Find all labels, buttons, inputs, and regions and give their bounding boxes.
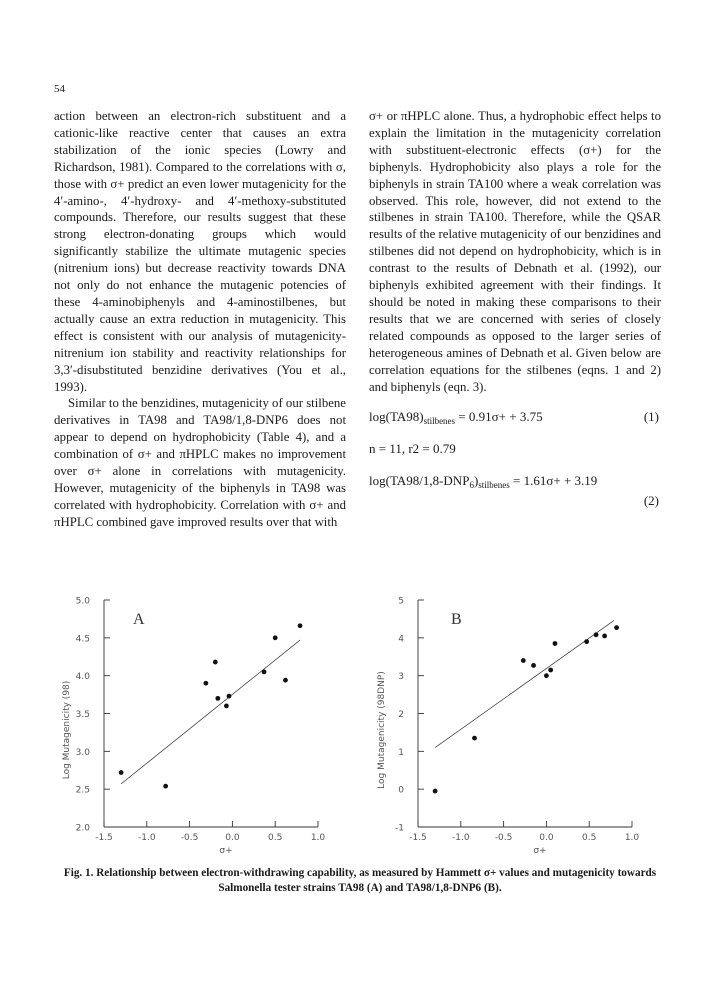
eq1-subscript: stilbenes (423, 416, 456, 427)
chart-a-xlabel: σ+ (219, 846, 233, 856)
caption-line-1: Fig. 1. Relationship between electron-withdrawing capability, as measured by Hammett σ+ values and mutagenicity towards (63, 867, 657, 879)
chart-a-data-point (224, 704, 229, 709)
chart-b-data-point (433, 789, 438, 794)
chart-b-x-tick-label: 1.0 (624, 833, 640, 843)
eq1-lhs: log(TA98) (369, 409, 424, 425)
chart-b-data-point (553, 641, 558, 646)
chart-a-data-point (262, 669, 267, 674)
chart-a-data-point (163, 784, 168, 789)
equation-1-stats (369, 441, 661, 461)
chart-a-y-tick-label: 2.5 (75, 785, 90, 796)
chart-a-y-tick-label: 3.5 (75, 710, 90, 720)
chart-b-y-tick-label: -1 (395, 823, 404, 834)
chart-a-data-point (283, 678, 288, 683)
chart-a-data-point (213, 660, 218, 665)
right-column (369, 108, 661, 511)
chart-a-x-tick-label: 0.0 (225, 833, 240, 843)
chart-b-y-tick-label: 5 (398, 596, 404, 607)
left-paragraph-1: action between an electron-rich substituent and a cationic-like reactive center that causes an extra stabilization of the ionic species (Lowry and Richardson, 1981). Compared to the correlations with σ, those with σ+ predict an even lower mutagenicity for the 4′-amino-, 4′-hydroxy- and 4′-methoxy-substituted compounds. Therefore, our results suggest that these strong electron-donating groups which would significantly stabilize the ultimate mutagenic species (nitrenium ions) but decrease reactivity towards DNA not only do not enhance the mutagenic potencies of these 4-aminobiphenyls and 4-aminostilbenes, but actually cause an extra reduction in mutagenicity. This effect is consistent with our analysis of mutagenicity-nitrenium ion stability and reactivity relationships for 3,3′-disubstituted benzidine derivatives (You et al., 1993). (54, 109, 346, 394)
eq2-close: ) (473, 473, 479, 489)
chart-a-data-point (203, 681, 208, 686)
chart-b-svg (370, 592, 670, 857)
eq2-number: (2) (643, 493, 659, 509)
chart-b-y-tick-label: 1 (398, 747, 404, 758)
chart-a-data-point (215, 696, 220, 701)
chart-b-y-tick-label: 0 (398, 785, 404, 796)
figure-caption (40, 866, 680, 895)
eq1-number: (1) (643, 409, 659, 425)
chart-b-xlabel: σ+ (533, 846, 547, 856)
chart-b-data-point (548, 668, 553, 673)
chart-b-data-point (614, 625, 619, 630)
equation-2 (369, 473, 661, 493)
chart-b-data-point (594, 632, 599, 637)
chart-b-ylabel: Log Mutagenicity (98DNP) (377, 671, 387, 789)
left-column (54, 108, 346, 531)
eq1-rhs: = 0.91σ+ + 3.75 (455, 409, 543, 425)
chart-a-y-tick-label: 5.0 (75, 596, 90, 607)
chart-b-x-tick-label: 0.5 (582, 833, 597, 843)
chart-a-y-tick-label: 2.0 (75, 823, 90, 834)
chart-b-x-tick-label: -1.5 (409, 833, 427, 843)
equation-1 (369, 409, 661, 429)
chart-a-x-tick-label: 1.0 (310, 833, 326, 843)
chart-b-data-point (544, 673, 549, 678)
chart-a-data-point (298, 623, 303, 628)
figure-panel-a (56, 592, 356, 861)
chart-b-x-tick-label: -1.0 (452, 833, 470, 843)
chart-b-x-tick-label: 0.0 (539, 833, 554, 843)
chart-b-y-tick-label: 2 (398, 710, 404, 720)
chart-a-x-tick-label: -0.5 (180, 833, 199, 843)
chart-a-data-point (273, 635, 278, 640)
chart-b-x-tick-label: -0.5 (494, 833, 513, 843)
chart-b-data-point (602, 634, 607, 639)
chart-a-x-tick-label: -1.5 (95, 833, 113, 843)
chart-a-x-tick-label: -1.0 (138, 833, 156, 843)
chart-a-svg (56, 592, 356, 857)
chart-a-data-point (119, 770, 124, 775)
figure-panel-b (370, 592, 670, 861)
caption-line-2: Salmonella tester strains TA98 (A) and TA98/1,8-DNP6 (B). (218, 881, 502, 894)
chart-a-y-tick-label: 4.5 (75, 634, 90, 645)
chart-a-y-tick-label: 4.0 (75, 672, 90, 683)
chart-a-y-tick-label: 3.0 (75, 747, 90, 758)
chart-a-x-tick-label: 0.5 (268, 833, 283, 843)
chart-b-data-point (521, 658, 526, 663)
page-number: 54 (54, 83, 65, 95)
eq2-dnp-subscript: 6 (469, 480, 474, 491)
chart-a-ylabel: Log Mutagenicity (98) (62, 680, 72, 780)
chart-b-panel-label: B (451, 611, 462, 628)
chart-b-data-point (531, 663, 536, 668)
right-paragraph-1: σ+ or πHPLC alone. Thus, a hydrophobic effect helps to explain the limitation in the mutagenicity correlation with substituent-electronic effects (σ+) for the biphenyls. Hydrophobicity also plays a role for the biphenyls in strain TA100 where a weak correlation was observed. This role, however, did not extend to the stilbenes in strain TA100. Therefore, while the QSAR results of the relative mutagenicity of our benzidines and stilbenes did not depend on hydrophobicity, which is in contrast to the results of Debnath et al. (1992), our biphenyls exhibited agreement with their findings. It should be noted in making these comparisons to their results that we are concerned with series of closely related compounds as opposed to the larger series of heterogeneous amines of Debnath et al. Given below are correlation equations for the stilbenes (eqns. 1 and 2) and biphenyls (eqn. 3). (369, 109, 661, 394)
equation-2-number-row (369, 493, 661, 511)
eq2-subscript: stilbenes (478, 480, 510, 491)
chart-b-data-point (472, 736, 477, 741)
eq2-lhs: log(TA98/1,8-DNP (369, 473, 470, 489)
chart-b-y-tick-label: 3 (398, 672, 404, 683)
left-paragraph-2: Similar to the benzidines, mutagenicity of our stilbene derivatives in TA98 and TA98/1,8-DNP6 does not appear to depend on hydrophobicity (Table 4), and a combination of σ+ and πHPLC makes no improvement over σ+ alone in correlations with mutagenicity. However, mutagenicity of the biphenyls in TA98 was correlated with hydrophobicity. Correlation with σ+ and πHPLC combined gave improved results over that with (54, 396, 346, 529)
chart-a-panel-label: A (133, 611, 145, 628)
chart-b-data-point (584, 639, 589, 644)
chart-a-fit-line (121, 640, 300, 784)
eq1-stats-text: n = 11, r2 = 0.79 (369, 441, 456, 457)
chart-b-y-tick-label: 4 (398, 634, 404, 645)
chart-a-data-point (227, 694, 232, 699)
eq2-rhs: = 1.61σ+ + 3.19 (509, 473, 598, 489)
